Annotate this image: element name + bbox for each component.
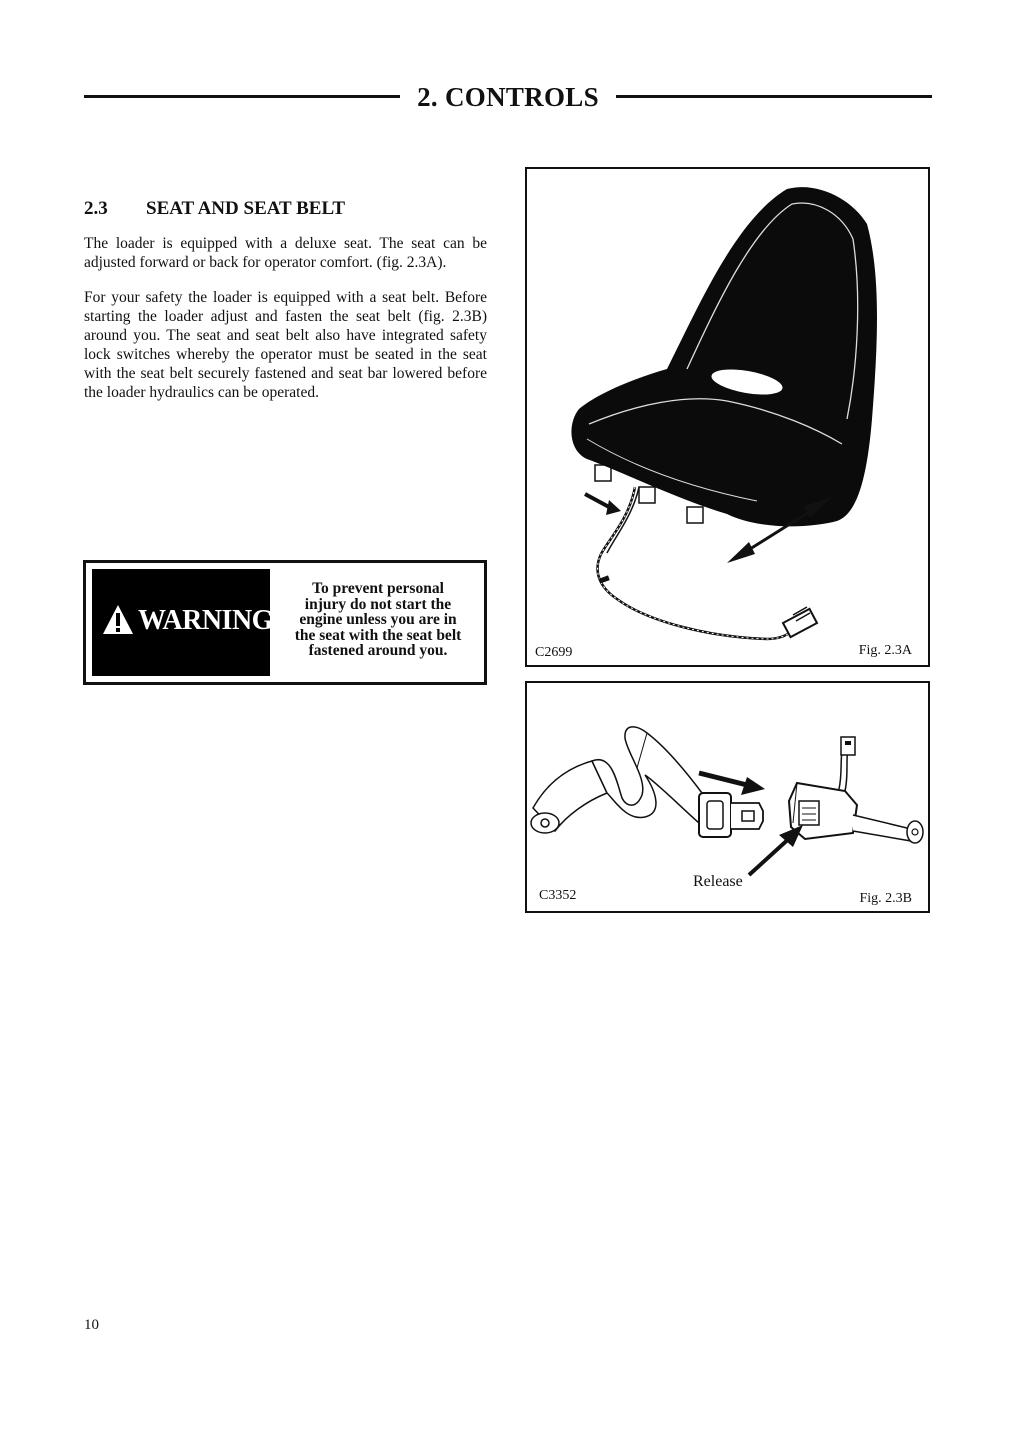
insert-direction-arrow (699, 773, 765, 795)
chapter-header (84, 78, 932, 118)
page-number: 10 (84, 1317, 99, 1333)
section-number: 2.3 (84, 198, 108, 219)
belt-tongue (699, 793, 763, 837)
warning-label: WARNING (138, 605, 273, 636)
figure-caption: Fig. 2.3B (859, 891, 912, 906)
figure-code: C2699 (535, 645, 573, 660)
warning-line: fastened around you. (308, 642, 448, 660)
warning-line: the seat with the seat belt (294, 626, 462, 644)
warning-line: engine unless you are in (299, 611, 457, 629)
warning-line: To prevent personal (312, 580, 444, 597)
belt-strap (531, 727, 702, 833)
header-rule-left (84, 95, 400, 98)
warning-message (278, 581, 478, 659)
warning-line: injury do not start the (304, 595, 452, 613)
header-rule-right (616, 95, 932, 98)
paragraph-seat: The loader is equipped with a deluxe seat. The seat can be adjusted forward or back for operator comfort. (fig. 2.3A). (84, 235, 487, 271)
warning-box (83, 560, 487, 685)
seat-illustration (527, 169, 928, 665)
figure-caption: Fig. 2.3A (858, 643, 912, 658)
figure-seat-belt (525, 681, 930, 913)
section-heading (84, 197, 494, 221)
section-title: SEAT AND SEAT BELT (146, 198, 346, 219)
figure-code: C3352 (539, 888, 577, 903)
chapter-title: 2. CONTROLS (417, 82, 599, 112)
figure-seat (525, 167, 930, 667)
release-callout: Release (693, 873, 743, 890)
release-arrow (749, 825, 803, 875)
warning-label-panel (92, 569, 273, 676)
buckle-assembly (789, 737, 923, 843)
warning-triangle-icon (101, 603, 135, 637)
paragraph-seat-belt: For your safety the loader is equipped with a seat belt. Before starting the loader adjust and fasten the seat belt (fig. 2.3B) around you. The seat and seat belt also have integrated safety lock switches whereby the operator must be seated in the seat with the seat belt securely fastened and seat bar lowered before the loader hydraulics can be operated. (84, 289, 487, 401)
